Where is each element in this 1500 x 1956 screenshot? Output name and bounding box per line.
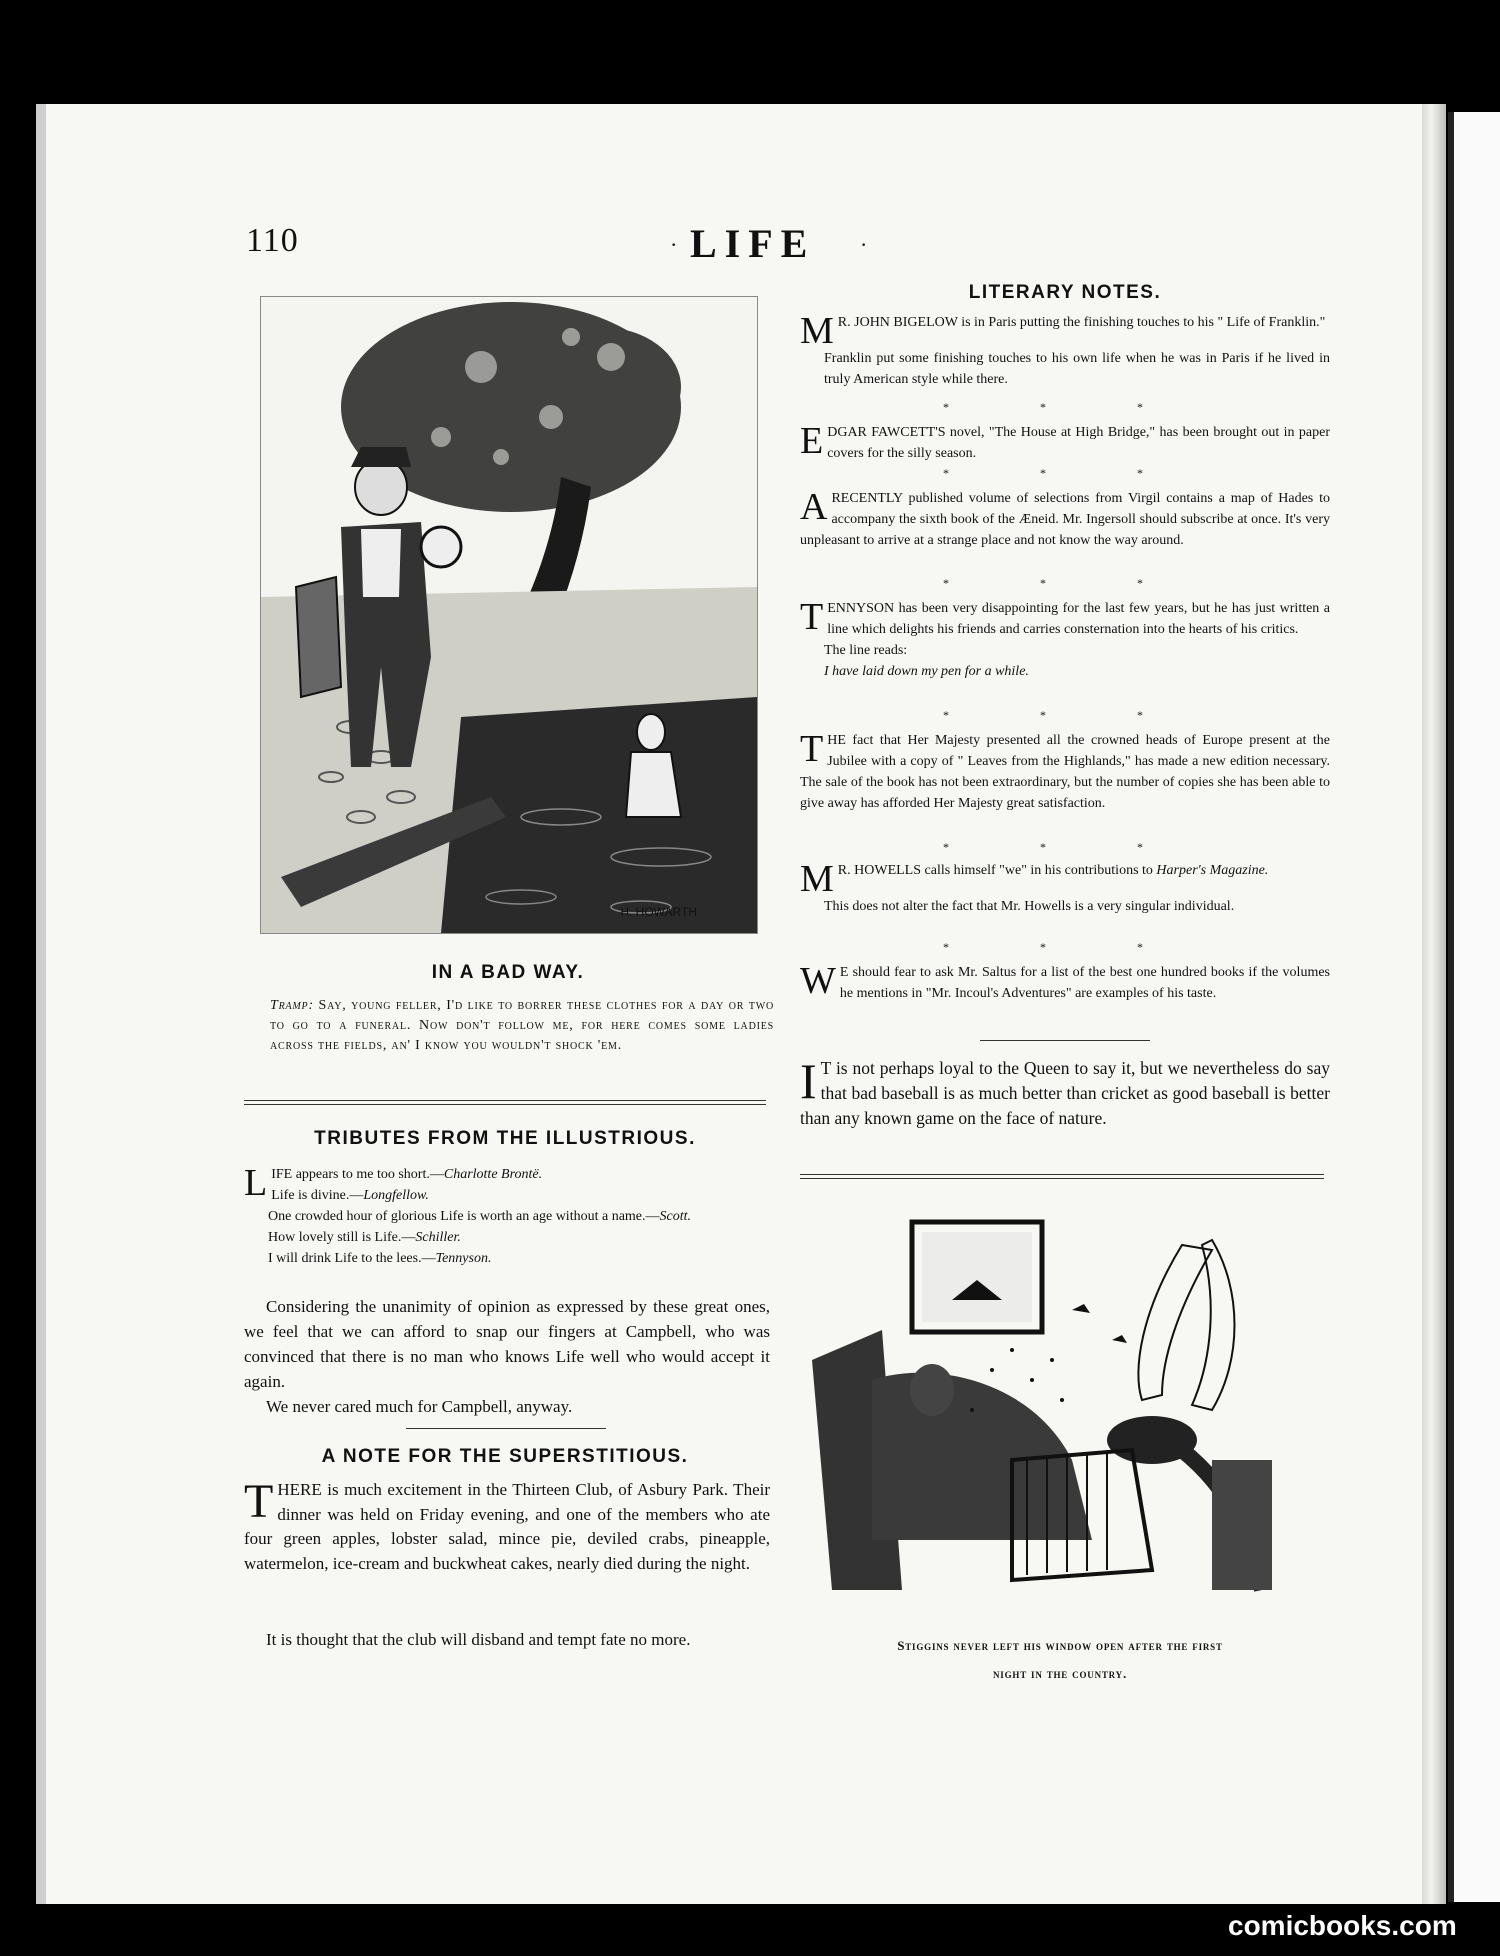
magazine-title: LIFE (690, 221, 816, 266)
literary-notes-title: LITERARY NOTES. (968, 282, 1162, 303)
quote-author: Charlotte Brontë. (443, 1167, 543, 1182)
cartoon-caption (270, 996, 774, 1056)
superstitious-dropcap: T (244, 1475, 274, 1528)
section-rule (800, 1174, 1324, 1179)
literary-entry-bigelow (800, 312, 1330, 390)
entry-followup: The line reads: (824, 643, 908, 658)
page-number: 110 (246, 222, 299, 259)
queen-dropcap: I (800, 1053, 817, 1109)
header-dot-right: · (860, 232, 868, 257)
separator-stars: * * * (943, 940, 1187, 954)
tributes-dropcap: L (244, 1162, 268, 1204)
entry-dropcap: E (800, 420, 824, 462)
literary-entry-howells (800, 860, 1330, 917)
superstitious-paragraph (244, 1475, 770, 1576)
tributes-title: TRIBUTES FROM THE ILLUSTRIOUS. (314, 1128, 696, 1149)
entry-text: E should fear to ask Mr. Saltus for a list of the best one hundred books if the volumes he mentions in "Mr. Incoul's Adventures" are examples of his taste. (839, 965, 1330, 1001)
entry-text: R. HOWELLS calls himself "we" in his contributions to (837, 863, 1157, 878)
short-rule (406, 1428, 606, 1429)
entry-dropcap: T (800, 596, 824, 638)
literary-entry-majesty (800, 730, 1330, 814)
entry-magazine: Harper's Magazine. (1156, 863, 1269, 878)
caption-text: Say, young feller, I'd like to borrer these clothes for a day or two to go to a funeral. Now don't follow me, for here comes some ladies across the fields, an' I know you wouldn't shock 'em. (270, 998, 774, 1053)
entry-followup: This does not alter the fact that Mr. Howells is a very singular individual. (824, 899, 1235, 914)
quote-author: Longfellow. (363, 1188, 429, 1203)
literary-entry-tennyson (800, 598, 1330, 682)
stiggins-illustration (812, 1210, 1312, 1620)
tributes-quotes (244, 1164, 770, 1269)
quote-author: Schiller. (415, 1230, 461, 1245)
quote-author: Tennyson. (435, 1251, 492, 1266)
literary-entry-saltus (800, 962, 1330, 1004)
watermark-text: comicbooks.com (1228, 1910, 1457, 1941)
separator-stars: * * * (943, 576, 1187, 590)
caption-speaker: Tramp: (270, 998, 314, 1013)
quote-text: How lovely still is Life.— (268, 1230, 416, 1245)
entry-text: R. JOHN BIGELOW is in Paris putting the finishing touches to his " Life of Franklin." (837, 315, 1326, 330)
artist-signature: H. HOWARTH (620, 905, 697, 919)
stiggins-drawing (812, 1210, 1312, 1620)
quote-author: Scott. (659, 1209, 692, 1224)
quote-text: I will drink Life to the lees.— (268, 1251, 436, 1266)
caption-line-2: night in the country. (993, 1666, 1127, 1681)
short-rule (980, 1040, 1150, 1041)
tramp-illustration (260, 296, 758, 934)
separator-stars: * * * (943, 708, 1187, 722)
queen-text: T is not perhaps loyal to the Queen to say it, but we nevertheless do say that bad baseball is as much better than cricket as good baseball is better than any known game on the face of nature. (800, 1058, 1330, 1128)
cartoon-title: IN A BAD WAY. (431, 962, 585, 983)
separator-stars: * * * (943, 840, 1187, 854)
entry-followup: Franklin put some finishing touches to his own life when he was in Paris if he lived in truly American style while there. (824, 351, 1330, 387)
queen-baseball-paragraph (800, 1053, 1330, 1131)
tributes-paragraph: Considering the unanimity of opinion as expressed by these great ones, we feel that we can afford to snap our fingers at Campbell, who was convinced that there is no man who knows Life well who would accept it again. (244, 1297, 770, 1391)
tributes-closing: We never cared much for Campbell, anyway. (266, 1397, 573, 1416)
tramp-drawing (261, 297, 757, 933)
entry-dropcap: M (800, 858, 834, 900)
next-page-sliver (1448, 112, 1500, 1902)
literary-entry-virgil (800, 488, 1330, 551)
entry-text: DGAR FAWCETT'S novel, "The House at High Bridge," has been brought out in paper covers for the silly season. (827, 425, 1330, 461)
entry-text: ENNYSON has been very disappointing for the last few years, but he has just written a line which delights his friends and carries consternation into the hearts of his critics. (827, 601, 1330, 637)
quote-text: Life is divine.— (271, 1188, 364, 1203)
entry-dropcap: M (800, 310, 834, 352)
superstitious-title: A NOTE FOR THE SUPERSTITIOUS. (321, 1446, 689, 1467)
entry-text: HE fact that Her Majesty presented all the crowned heads of Europe present at the Jubilee with a copy of " Leaves from the Highlands," has made a new edition necessary. The sale of the book has not been extraordinary, but the number of copies she has been able to give away has afforded Her Majesty great satisfaction. (800, 733, 1330, 811)
superstitious-text: HERE is much excitement in the Thirteen Club, of Asbury Park. Their dinner was held on Friday evening, and one of the members who ate four green apples, lobster salad, mince pie, deviled crabs, pineapple, watermelon, ice-cream and buckwheat cakes, nearly died during the night. (244, 1480, 770, 1573)
entry-dropcap: T (800, 728, 824, 770)
quote-text: One crowded hour of glorious Life is worth an age without a name.— (268, 1209, 660, 1224)
separator-stars: * * * (943, 400, 1187, 414)
stiggins-caption (780, 1632, 1340, 1688)
entry-dropcap: A (800, 486, 828, 528)
separator-stars: * * * (943, 466, 1187, 480)
quote-text: IFE appears to me too short.— (271, 1167, 444, 1182)
section-rule (244, 1100, 766, 1105)
header-dot-left: · (670, 232, 678, 257)
caption-line-1: Stiggins never left his window open after the first (897, 1638, 1223, 1653)
superstitious-closing: It is thought that the club will disband and tempt fate no more. (266, 1630, 691, 1649)
literary-entry-fawcett (800, 422, 1330, 464)
page-edge (1422, 104, 1446, 1904)
entry-quote: I have laid down my pen for a while. (824, 664, 1029, 679)
entry-dropcap: W (800, 960, 836, 1002)
entry-text: RECENTLY published volume of selections from Virgil contains a map of Hades to accompany the sixth book of the Æneid. Mr. Ingersoll should subscribe at once. It's very unpleasant to arrive at a strange place and not know the way around. (800, 491, 1330, 548)
